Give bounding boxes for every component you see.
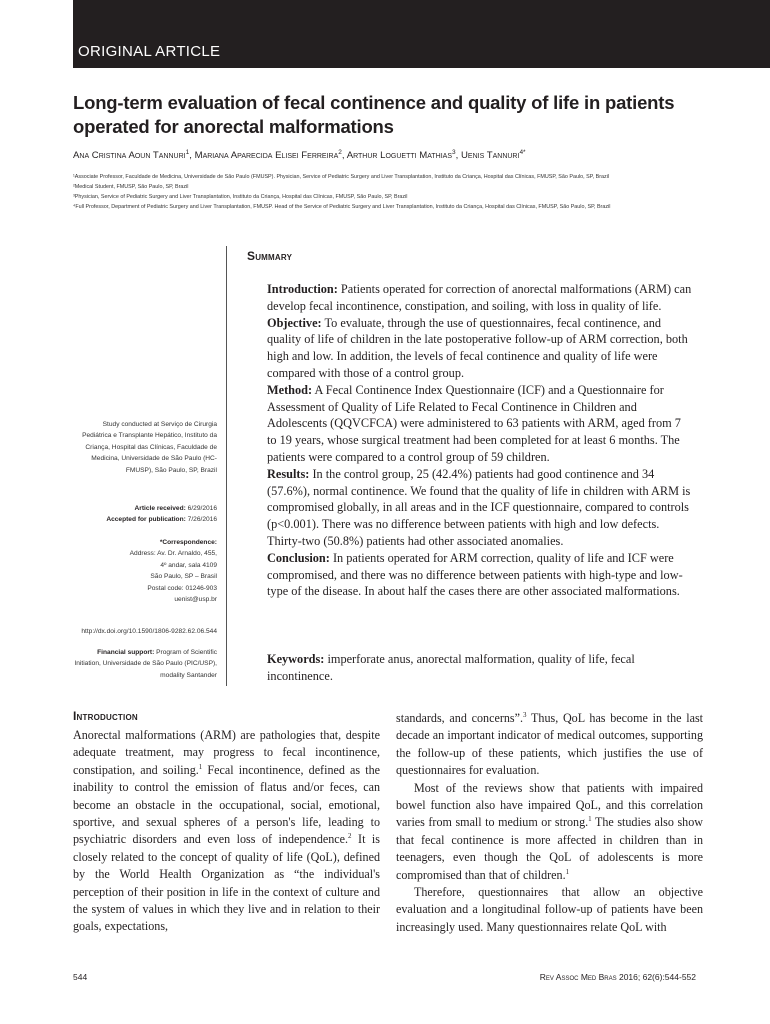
citation-ref: 1 — [588, 815, 592, 824]
abstract-section — [267, 382, 693, 466]
body-text: Anorectal malformations (ARM) are pathologies that, despite adequate treatment, may progress to fecal incontinence, constipation, and soiling. — [73, 728, 380, 777]
body-column-left — [73, 727, 380, 936]
citation-ref: 3 — [523, 710, 527, 719]
accepted-label: Accepted for publication: — [106, 516, 186, 524]
abstract-text: In the control group, 25 (42.4%) patients had good continence and 34 (57.6%), normal continence. We found that the quality of life in children with ARM is compromised globally, in all areas and in the ICF questionnaire, compared to controls (p<0.001). There was no difference between patients with high and low defects. Thirty-two (50.8%) patients had other associated anomalies. — [267, 466, 691, 548]
author-affiliation-ref: 3 — [452, 149, 456, 156]
section-label: ORIGINAL ARTICLE — [78, 43, 221, 60]
affiliation: ⁴Full Professor, Department of Pediatric Surgery and Liver Transplantation, FMUSP. Head of the Service of Pediatric Surgery and Liver Transplantation, Instituto da Criança, Hospital das Clínicas, FMUSP, São Paulo, SP, Brazil — [73, 204, 611, 210]
author-affiliation-ref: 2 — [338, 149, 342, 156]
introduction-heading: Introduction — [73, 709, 138, 723]
correspondence-block — [73, 537, 217, 605]
summary-heading: Summary — [247, 249, 293, 263]
citation-ref: 2 — [348, 832, 352, 841]
journal-citation: Rev Assoc Med Bras 2016; 62(6):544-552 — [539, 972, 696, 982]
abstract-text: A Fecal Continence Index Questionnaire (ICF) and a Questionnaire for Assessment of Quality of Life Related to Fecal Continence in Children and Adolescents (QQVCFCA) were administered to 63 patients with ARM, aged from 7 to 19 years, whose surgical treatment had been completed for at least 6 months. The patients were compared to a control group of 59 children. — [267, 382, 681, 464]
study-conducted-note: Study conducted at Serviço de Cirurgia Pediátrica e Transplante Hepático, Instituto da Criança, Hospital das Clínicas, Faculdade de Medicina, Universidade de São Paulo (HC-FMUSP), São Paulo, SP, Brazil — [82, 421, 217, 474]
keywords-text: imperforate anus, anorectal malformation, quality of life, fecal incontinence. — [267, 652, 635, 683]
address-line: São Paulo, SP – Brasil — [150, 573, 217, 581]
abstract-section — [267, 466, 693, 550]
abstract — [267, 281, 693, 600]
abstract-label: Method: — [267, 382, 313, 397]
affiliation: ²Medical Student, FMUSP, São Paulo, SP, Brazil — [73, 184, 189, 190]
accepted-date: 7/26/2016 — [187, 516, 217, 524]
body-paragraph: Therefore, questionnaires that allow an objective evaluation and a longitudinal follow-up of patients have been increasingly used. Many questionnaires relate QoL with — [396, 885, 703, 934]
author-affiliation-ref: 4* — [519, 149, 526, 156]
body-text: It is closely related to the concept of quality of life (QoL), defined by the World Health Organization as “the individual's perception of their position in life in the context of culture and the system of values in which they live and in relation to their goals, expectations, — [73, 832, 380, 934]
abstract-section — [267, 281, 693, 315]
page-number: 544 — [73, 972, 88, 982]
abstract-label: Conclusion: — [267, 550, 330, 565]
received-date: 6/29/2016 — [187, 505, 217, 512]
abstract-section — [267, 550, 693, 600]
citation-ref: 1 — [565, 867, 570, 876]
body-text: Fecal incontinence, defined as the inability to control the emission of flatus and/or feces, can become an obstacle in the occupational, social, emotional, sportive, and sexual spheres of a person's life, leading to psychiatric disorders and even loss of independence. — [73, 762, 380, 847]
abstract-text: Patients operated for correction of anorectal malformations (ARM) can develop fecal incontinence, constipation, and soiling, with loss in quality of life. — [267, 282, 692, 313]
email-link[interactable]: uenist@usp.br — [174, 596, 217, 604]
abstract-section — [267, 315, 693, 382]
column-divider — [226, 246, 227, 686]
author-name: Arthur Loguetti Mathias — [346, 150, 453, 162]
body-text: standards, and concerns”. — [396, 711, 523, 725]
article-dates — [73, 503, 217, 526]
author-affiliation-ref: 1 — [185, 149, 190, 156]
body-text: Most of the reviews show that patients with impaired bowel function also have impaired QoL, and this correlation varies from small to medium or strong. — [396, 780, 703, 830]
correspondence-label: *Correspondence: — [159, 539, 217, 546]
body-column-right — [396, 710, 703, 936]
keywords-label: Keywords: — [267, 652, 325, 666]
body-text: The studies also show that fecal continence is more affected in children than in teenagers, even though the QoL of adolescents is more compromised than that of children. — [396, 815, 703, 882]
citation-ref: 1 — [198, 762, 203, 771]
body-paragraph — [73, 727, 380, 936]
affiliation-list — [73, 172, 713, 212]
financial-support — [73, 647, 217, 681]
address-line: Postal code: 01246-903 — [147, 584, 217, 592]
abstract-text: To evaluate, through the use of questionnaires, fecal continence, and quality of life of children in the late postoperative follow-up of ARM correction, both high and low. In addition, the levels of fecal continence and quality of life were compared with those of a control group. — [267, 315, 688, 380]
financial-text: Program of Scientific Initiation, Universidade de São Paulo (PIC/USP), modality Santander — [74, 649, 217, 679]
section-banner — [73, 0, 770, 68]
abstract-label: Introduction: — [267, 282, 338, 296]
author-name: Mariana Aparecida Elisei Ferreira — [194, 150, 339, 162]
author-name: Ana Cristina Aoun Tannuri — [73, 150, 186, 162]
author-list: Ana Cristina Aoun Tannuri$^1$, Mariana Aparecida Elisei Ferreira$^2$, Arthur Loguetti Mathias$^3$, Uenis Tannuri$^{4*}$ — [73, 149, 526, 162]
received-label: Article received: — [134, 505, 186, 512]
body-text: Thus, QoL has become in the last decade an important indicator of medical outcomes, supporting the follow-up of these patients, which justifies the use of questionnaires for evaluation. — [396, 711, 704, 778]
address-line: Address: Av. Dr. Arnaldo, 455, — [129, 550, 217, 558]
body-paragraph — [396, 710, 703, 780]
keywords — [267, 651, 693, 685]
address-line: 4º andar, sala 4109 — [160, 561, 217, 569]
author-name: Uenis Tannuri — [460, 150, 520, 162]
article-title: Long-term evaluation of fecal continence and quality of life in patients operated for anorectal malformations — [73, 92, 675, 137]
body-paragraph — [396, 780, 703, 884]
affiliation: ³Physician, Service of Pediatric Surgery and Liver Transplantation, Instituto da Criança, Hospital das Clínicas, FMUSP, São Paulo, SP, Brazil — [73, 194, 408, 200]
financial-label: Financial support: — [97, 649, 155, 656]
abstract-label: Results: — [267, 466, 310, 481]
doi-link[interactable]: http://dx.doi.org/10.1590/1806-9282.62.06.544 — [81, 628, 217, 635]
abstract-text: In patients operated for ARM correction, quality of life and ICF were compromised, and there was no difference between patients with high-type and low-type of the disease. In about half the cases there are other associated malformations. — [267, 550, 683, 599]
abstract-label: Objective: — [267, 315, 322, 330]
affiliation: ¹Associate Professor, Faculdade de Medicina, Universidade de São Paulo (FMUSP). Physician, Service of Pediatric Surgery and Liver Transplantation, Instituto da Criança, Hospital das Clínicas, FMUSP, São Paulo, SP, Brazil — [73, 174, 610, 180]
